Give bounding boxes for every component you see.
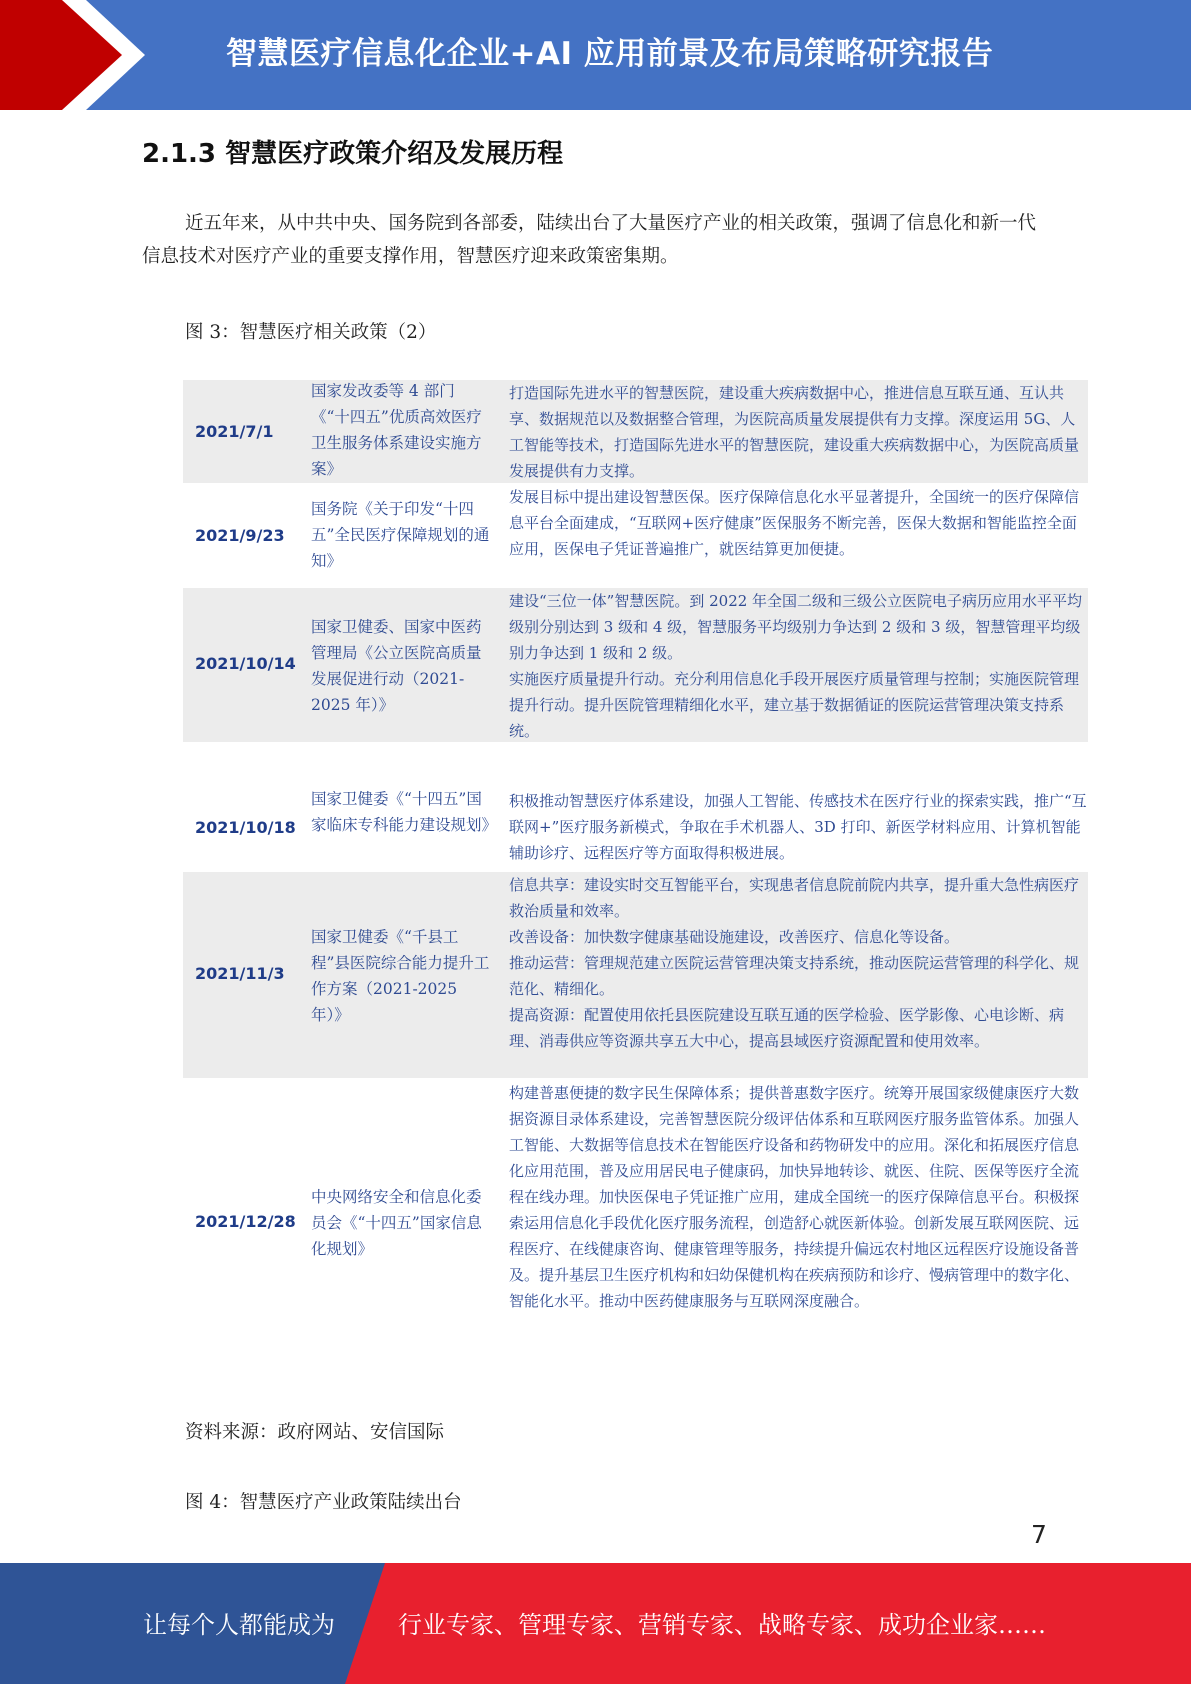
footer-slogan-right: 行业专家、管理专家、营销专家、战略专家、成功企业家…… xyxy=(398,1611,1046,1639)
policy-content: 发展目标中提出建设智慧医保。医疗保障信息化水平显著提升，全国统一的医疗保障信息平台全面建成，“互联网+医疗健康”医保服务不断完善，医保大数据和智能监控全面应用，医保电子凭证普遍推广，就医结算更加便捷。 xyxy=(509,488,1080,558)
policy-name: 国务院《关于印发“十四五”全民医疗保障规划的通知》 xyxy=(311,500,490,570)
policy-name: 国家发改委等 4 部门《“十四五”优质高效医疗卫生服务体系建设实施方案》 xyxy=(311,382,482,478)
policy-date: 2021/7/1 xyxy=(195,422,274,441)
table-row xyxy=(183,872,1088,1078)
policy-date: 2021/11/3 xyxy=(195,964,285,983)
table-row xyxy=(183,1080,1088,1370)
policy-content: 积极推动智慧医疗体系建设，加强人工智能、传感技术在医疗行业的探索实践，推广“互联网+”医疗服务新模式，争取在手术机器人、3D 打印、新医学材料应用、计算机智能辅助诊疗、远程医疗等方面取得积极进展。 xyxy=(509,792,1087,862)
page-footer xyxy=(0,1563,1191,1684)
table-row xyxy=(183,588,1088,742)
section-heading: 2.1.3 智慧医疗政策介绍及发展历程 xyxy=(142,139,564,169)
policy-date: 2021/9/23 xyxy=(195,526,285,545)
policy-date: 2021/10/18 xyxy=(195,818,296,837)
policy-date: 2021/10/14 xyxy=(195,654,296,673)
table-row xyxy=(183,484,1088,587)
policy-name: 中央网络安全和信息化委员会《“十四五”国家信息化规划》 xyxy=(311,1188,482,1258)
footer-slogan-left: 让每个人都能成为 xyxy=(143,1611,335,1639)
policy-date: 2021/12/28 xyxy=(195,1212,296,1231)
table-row xyxy=(183,380,1088,483)
policy-content: 构建普惠便捷的数字民生保障体系；提供普惠数字医疗。统筹开展国家级健康医疗大数据资源目录体系建设，完善智慧医院分级评估体系和互联网医疗服务监管体系。加强人工智能、大数据等信息技术在智能医疗设备和药物研发中的应用。深化和拓展医疗信息化应用范围，普及应用居民电子健康码，加快异地转诊、就医、住院、医保等医疗全流程在线办理。加快医保电子凭证推广应用，建成全国统一的医疗保障信息平台。积极探索运用信息化手段优化医疗服务流程，创造舒心就医新体验。创新发展互联网医院、远程医疗、在线健康咨询、健康管理等服务，持续提升偏远农村地区远程医疗设施设备普及。提升基层卫生医疗机构和妇幼保健机构在疾病预防和诊疗、慢病管理中的数字化、智能化水平。推动中医药健康服务与互联网深度融合。 xyxy=(509,1084,1080,1310)
report-title: 智慧医疗信息化企业+AI 应用前景及布局策略研究报告 xyxy=(226,36,994,72)
figure-4-caption: 图 4：智慧医疗产业政策陆续出台 xyxy=(185,1492,462,1513)
policy-name: 国家卫健委《“十四五”国家临床专科能力建设规划》 xyxy=(311,790,498,834)
source-note: 资料来源：政府网站、安信国际 xyxy=(185,1422,445,1443)
policy-name: 国家卫健委、国家中医药管理局《公立医院高质量发展促进行动（2021-2025 年）》 xyxy=(311,618,482,714)
policy-content: 建设“三位一体”智慧医院。到 2022 年全国二级和三级公立医院电子病历应用水平平均级别分别达到 3 级和 4 级，智慧服务平均级别力争达到 2 级和 3 级，智慧管理平均级别力争达到 1 级和 2 级。 实施医疗质量提升行动。充分利用信息化手段开展医疗质量管理与控制；实施医院管理提升行动。提升医院管理精细化水平，建立基于数据循证的医院运营管理决策支持系统。 xyxy=(509,592,1083,740)
policy-content: 打造国际先进水平的智慧医院，建设重大疾病数据中心，推进信息互联互通、互认共享、数据规范以及数据整合管理，为医院高质量发展提供有力支撑。深度运用 5G、人工智能等技术，打造国际先进水平的智慧医院，建设重大疾病数据中心，为医院高质量发展提供有力支撑。 xyxy=(509,384,1080,480)
policy-name: 国家卫健委《“千县工程”县医院综合能力提升工作方案（2021-2025 年）》 xyxy=(311,928,490,1024)
figure-3-caption: 图 3：智慧医疗相关政策（2） xyxy=(185,322,437,343)
page-header xyxy=(0,0,1191,110)
policy-content: 信息共享：建设实时交互智能平台，实现患者信息院前院内共享，提升重大急性病医疗救治质量和效率。 改善设备：加快数字健康基础设施建设，改善医疗、信息化等设备。 推动运营：管理规范建立医院运营管理决策支持系统，推动医院运营管理的科学化、规范化、精细化。 提高资源：配置使用依托县医院建设互联互通的医学检验、医学影像、心电诊断、病理、消毒供应等资源共享五大中心，提高县域医疗资源配置和使用效率。 xyxy=(509,876,1080,1050)
page-number: 7 xyxy=(1031,1520,1047,1549)
intro-paragraph: 近五年来，从中共中央、国务院到各部委，陆续出台了大量医疗产业的相关政策，强调了信息化和新一代信息技术对医疗产业的重要支撑作用，智慧医疗迎来政策密集期。 xyxy=(142,213,1037,267)
table-row xyxy=(183,780,1088,872)
